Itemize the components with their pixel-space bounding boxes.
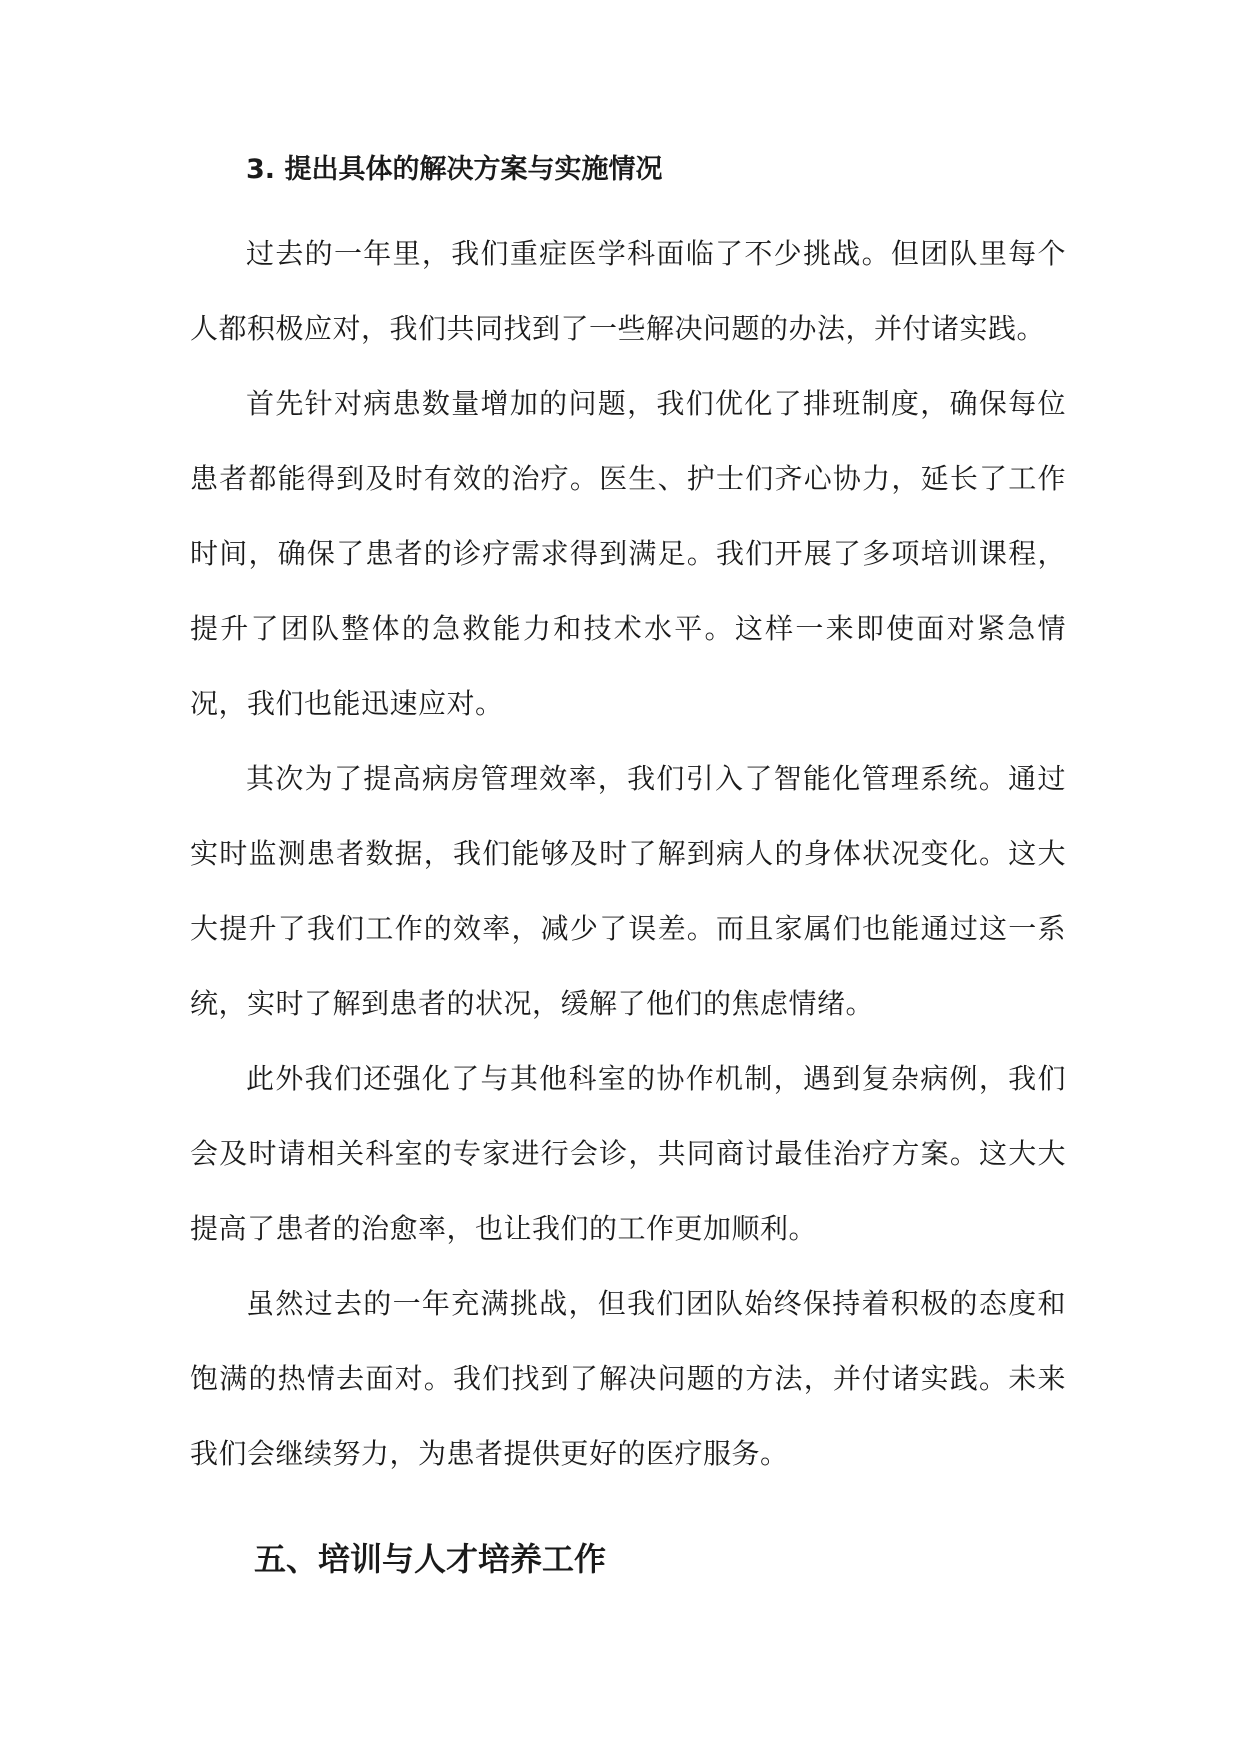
paragraph: 首先针对病患数量增加的问题，我们优化了排班制度，确保每位患者都能得到及时有效的治疗。医生、护士们齐心协力，延长了工作时间，确保了患者的诊疗需求得到满足。我们开展了多项培训课程，提升了团队整体的急救能力和技术水平。这样一来即使面对紧急情况，我们也能迅速应对。 [190, 387, 1066, 720]
paragraph: 虽然过去的一年充满挑战，但我们团队始终保持着积极的态度和饱满的热情去面对。我们找到了解决问题的方法，并付诸实践。未来我们会继续努力，为患者提供更好的医疗服务。 [190, 1287, 1066, 1470]
paragraph: 其次为了提高病房管理效率，我们引入了智能化管理系统。通过实时监测患者数据，我们能够及时了解到病人的身体状况变化。这大大提升了我们工作的效率，减少了误差。而且家属们也能通过这一系统，实时了解到患者的状况，缓解了他们的焦虑情绪。 [190, 762, 1066, 1020]
paragraph: 过去的一年里，我们重症医学科面临了不少挑战。但团队里每个人都积极应对，我们共同找到了一些解决问题的办法，并付诸实践。 [190, 237, 1066, 345]
paragraph: 此外我们还强化了与其他科室的协作机制，遇到复杂病例，我们会及时请相关科室的专家进行会诊，共同商讨最佳治疗方案。这大大提高了患者的治愈率，也让我们的工作更加顺利。 [190, 1062, 1066, 1245]
subheading: 3. 提出具体的解决方案与实施情况 [246, 154, 663, 185]
body-text [190, 216, 1066, 1491]
section-heading: 五、培训与人才培养工作 [254, 1540, 607, 1578]
